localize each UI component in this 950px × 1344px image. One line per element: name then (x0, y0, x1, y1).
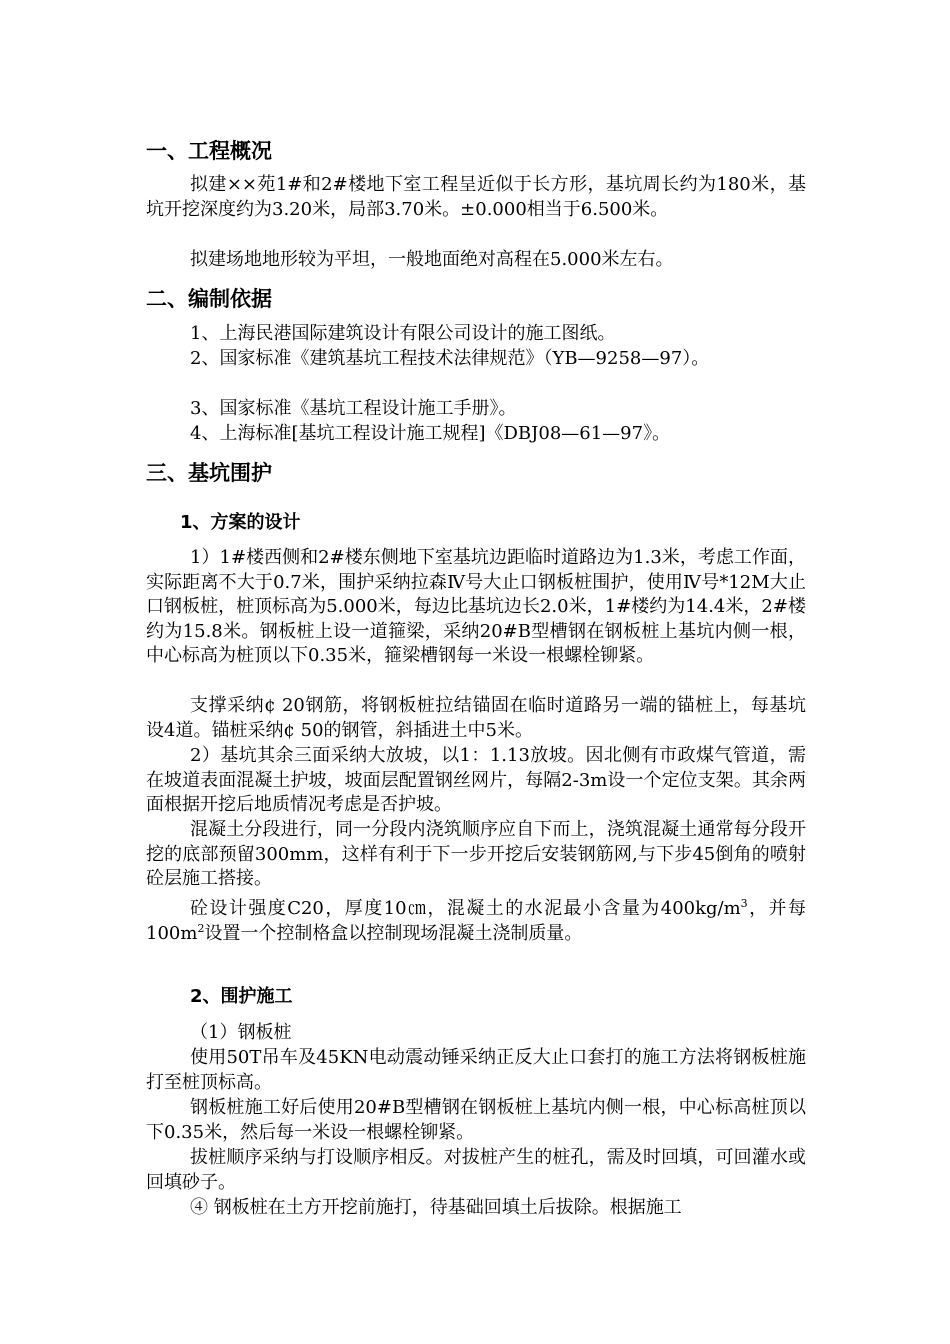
section-3-heading: 三、基坑围护 (146, 461, 272, 485)
design-paragraph-1: 1）1#楼西侧和2#楼东侧地下室基坑边距临时道路边为1.3米，考虑工作面，实际距离不大于0.7米，围护采纳拉森Ⅳ号大止口钢板桩围护，使用Ⅳ号*12M大止口钢板桩，桩顶标高为5.000米，每边比基坑边长2.0米，1#楼约为14.4米，2#楼约为15.8米。钢板桩上设一道箍梁，采纳20#B型槽钢在钢板桩上基坑内侧一根，中心标高为桩顶以下0.35米，箍梁槽钢每一米设一根螺栓铆紧。 (146, 547, 806, 666)
design-paragraph-5 (146, 897, 806, 946)
construction-paragraph-1: 使用50T吊车及45KN电动震动锤采纳正反大止口套打的施工方法将钢板桩施打至桩顶标高。 (146, 1047, 806, 1093)
design-paragraph-3: 2）基坑其余三面采纳大放坡，以1：1.13放坡。因北侧有市政煤气管道，需在坡道表面混凝土护坡，坡面层配置钢丝网片，每隔2-3m设一个定位支架。其余两面根据开挖后地质情况考虑是否护坡。 (146, 745, 806, 815)
design-paragraph-5-part-c: 设置一个控制格盒以控制现场混凝土浇制质量。 (204, 922, 583, 944)
section-2-heading: 二、编制依据 (146, 287, 272, 311)
basis-item-4: 4、上海标准[基坑工程设计施工规程]《DBJ08—61—97》。 (190, 423, 671, 444)
square-superscript: 2 (197, 921, 205, 935)
section-1-paragraph-2: 拟建场地地形较为平坦，一般地面绝对高程在5.000米左右。 (190, 249, 674, 270)
subsection-1-heading: 1、方案的设计 (180, 512, 301, 533)
basis-item-3: 3、国家标准《基坑工程设计施工手册》。 (190, 398, 517, 419)
construction-paragraph-4: ④ 钢板桩在土方开挖前施打，待基础回填土后拔除。根据施工 (190, 1197, 682, 1218)
construction-paragraph-3: 拔桩顺序采纳与打设顺序相反。对拔桩产生的桩孔，需及时回填，可回灌水或回填砂子。 (146, 1147, 806, 1193)
construction-paragraph-2: 钢板桩施工好后使用20#B型槽钢在钢板桩上基坑内侧一根，中心标高桩顶以下0.35米，然后每一米设一根螺栓铆紧。 (146, 1097, 806, 1143)
cubic-superscript: 3 (740, 897, 748, 910)
design-paragraph-5-part-b: ，并每100m (146, 898, 806, 944)
design-paragraph-4: 混凝土分段进行，同一分段内浇筑顺序应自下而上，浇筑混凝土通常每分段开挖的底部预留300mm，这样有利于下一步开挖后安装钢筋网,与下步45倒角的喷射砼层施工搭接。 (146, 819, 806, 889)
section-1-heading: 一、工程概况 (146, 139, 272, 163)
design-paragraph-2: 支撑采纳¢ 20钢筋，将钢板桩拉结锚固在临时道路另一端的锚桩上，每基坑设4道。锚桩采纳¢ 50的钢管，斜插进土中5米。 (146, 695, 806, 741)
design-paragraph-5-part-a: 砼设计强度C20，厚度10㎝，混凝土的水泥最小含量为400kg/m (190, 898, 741, 919)
section-1-paragraph-1: 拟建××苑1#和2#楼地下室工程呈近似于长方形，基坑周长约为180米，基坑开挖深度约为3.20米，局部3.70米。±0.000相当于6.500米。 (146, 174, 806, 220)
basis-item-2: 2、国家标准《建筑基坑工程技术法律规范》（YB—9258—97）。 (190, 348, 710, 369)
subsection-2-heading: 2、围护施工 (190, 986, 293, 1007)
construction-item-1: （1）钢板桩 (190, 1022, 292, 1043)
basis-item-1: 1、上海民港国际建筑设计有限公司设计的施工图纸。 (190, 323, 616, 344)
